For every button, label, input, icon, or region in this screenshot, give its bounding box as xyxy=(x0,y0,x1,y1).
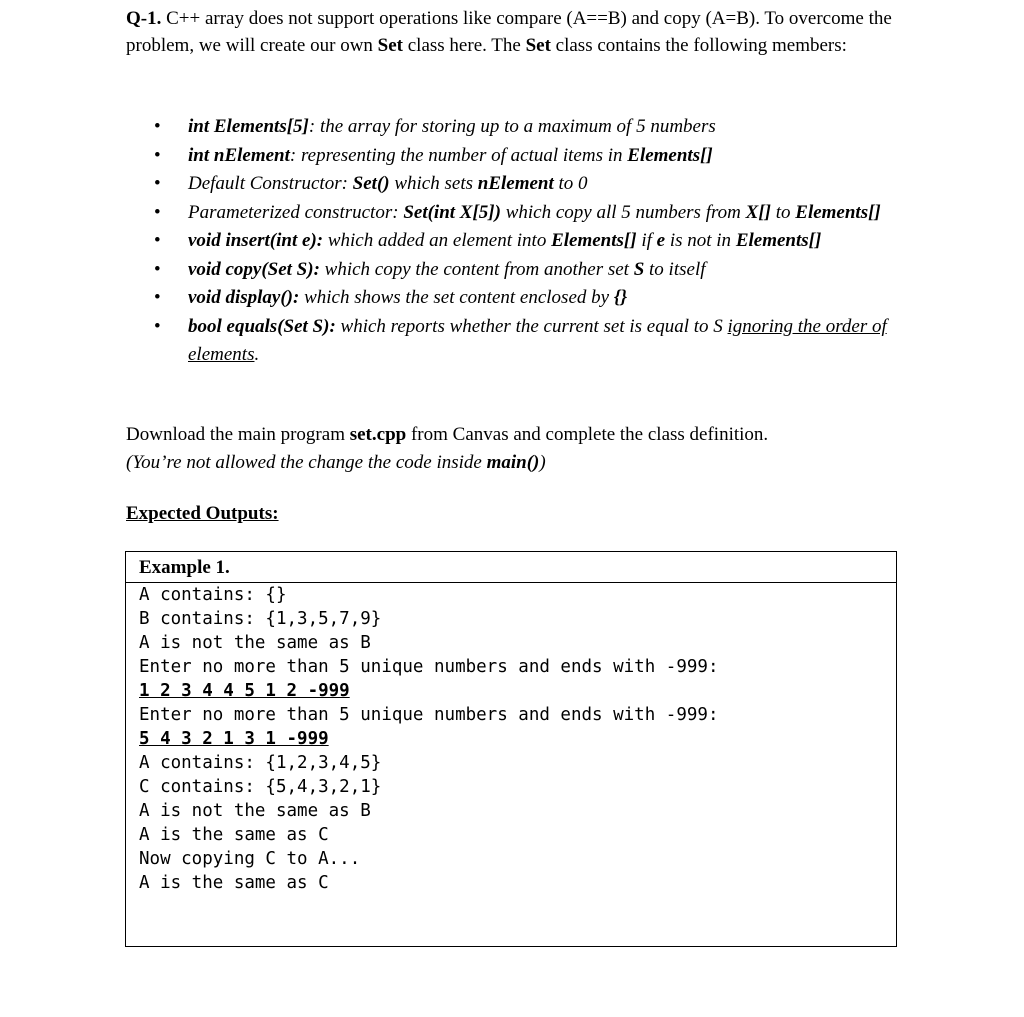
member-desc: which copy all 5 numbers from xyxy=(500,201,746,223)
member-prefix: Default Constructor: xyxy=(188,173,353,194)
member-desc: which sets xyxy=(389,173,478,194)
note-text: (You’re not allowed the change the code inside xyxy=(126,452,487,473)
bullet-icon: • xyxy=(154,230,161,251)
list-item xyxy=(126,313,916,370)
output-line: Enter no more than 5 unique numbers and ends with -999: xyxy=(139,657,719,677)
member-emphasis: ignoring the order of elements xyxy=(188,315,887,365)
list-item xyxy=(126,256,916,285)
intro-text-1: C++ array does not support operations like compare (A==B) and copy (A=B). To overcome the problem, we will create our own xyxy=(126,8,892,56)
bullet-icon: • xyxy=(154,201,161,223)
example-output-box xyxy=(125,551,897,947)
output-line: B contains: {1,3,5,7,9} xyxy=(139,609,382,629)
member-desc: : representing the number of actual items in xyxy=(289,144,628,166)
output-line: A is the same as C xyxy=(139,825,329,845)
output-line: A is not the same as B xyxy=(139,801,371,821)
output-line: A contains: {} xyxy=(139,585,287,605)
output-line: A is the same as C xyxy=(139,873,329,893)
bullet-icon: • xyxy=(154,287,161,308)
member-ref: S xyxy=(633,258,645,280)
download-instructions xyxy=(126,421,926,477)
output-line: Enter no more than 5 unique numbers and ends with -999: xyxy=(139,705,719,725)
intro-text-3: class contains the following members: xyxy=(550,35,847,56)
member-desc: which shows the set content enclosed by xyxy=(299,287,614,308)
list-item xyxy=(126,199,916,228)
question-intro xyxy=(126,5,906,59)
member-name: int nElement xyxy=(188,144,290,166)
member-ref: nElement xyxy=(477,173,554,194)
member-name: int Elements[5] xyxy=(188,116,309,137)
member-desc: to xyxy=(770,201,796,223)
member-ref: {} xyxy=(613,287,628,308)
question-number: Q-1. xyxy=(126,8,162,29)
member-desc: is not in xyxy=(665,230,736,251)
list-item xyxy=(126,113,916,142)
member-desc: to itself xyxy=(644,258,706,280)
output-line: Now copying C to A... xyxy=(139,849,361,869)
bullet-icon: • xyxy=(154,144,161,166)
user-input-line: 5 4 3 2 1 3 1 -999 xyxy=(139,729,329,749)
member-desc: which reports whether the current set is equal to S xyxy=(335,315,728,337)
console-output xyxy=(126,583,896,895)
member-desc: . xyxy=(254,344,260,365)
output-line: A contains: {1,2,3,4,5} xyxy=(139,753,382,773)
list-item xyxy=(126,170,916,199)
member-ref: Elements[] xyxy=(795,201,881,223)
output-line: A is not the same as B xyxy=(139,633,371,653)
member-list xyxy=(126,113,916,370)
file-name: set.cpp xyxy=(349,424,407,445)
list-item xyxy=(126,142,916,171)
member-ref: Elements[] xyxy=(551,230,637,251)
intro-text-2: class here. The xyxy=(403,35,526,56)
output-line: C contains: {5,4,3,2,1} xyxy=(139,777,382,797)
member-desc: to 0 xyxy=(553,173,588,194)
member-prefix: Parameterized constructor: xyxy=(188,201,404,223)
member-desc: which added an element into xyxy=(323,230,552,251)
download-text: Download the main program xyxy=(126,424,350,445)
member-name: Set() xyxy=(352,173,390,194)
member-name: void copy(Set S): xyxy=(188,258,320,280)
bullet-icon: • xyxy=(154,315,161,337)
note-text: ) xyxy=(539,452,546,473)
download-line xyxy=(126,421,926,449)
download-text: from Canvas and complete the class definition. xyxy=(406,424,769,445)
bullet-icon: • xyxy=(154,173,161,194)
member-desc: which copy the content from another set xyxy=(319,258,634,280)
member-ref: Elements[] xyxy=(627,144,713,166)
member-ref: e xyxy=(656,230,666,251)
main-function: main() xyxy=(486,452,540,473)
expected-outputs-heading: Expected Outputs: xyxy=(126,503,279,524)
member-ref: Elements[] xyxy=(735,230,822,251)
member-name: void display(): xyxy=(188,287,300,308)
member-name: bool equals(Set S): xyxy=(188,315,336,337)
bullet-icon: • xyxy=(154,116,161,137)
member-desc: : the array for storing up to a maximum of 5 numbers xyxy=(308,116,716,137)
member-name: Set(int X[5]) xyxy=(403,201,501,223)
download-note xyxy=(126,449,926,477)
set-keyword-1: Set xyxy=(377,35,403,56)
member-ref: X[] xyxy=(745,201,771,223)
member-desc: if xyxy=(636,230,657,251)
set-keyword-2: Set xyxy=(525,35,551,56)
example-title: Example 1. xyxy=(126,552,896,583)
bullet-icon: • xyxy=(154,258,161,280)
member-name: void insert(int e): xyxy=(188,230,324,251)
list-item xyxy=(126,284,916,313)
list-item xyxy=(126,227,916,256)
user-input-line: 1 2 3 4 4 5 1 2 -999 xyxy=(139,681,350,701)
